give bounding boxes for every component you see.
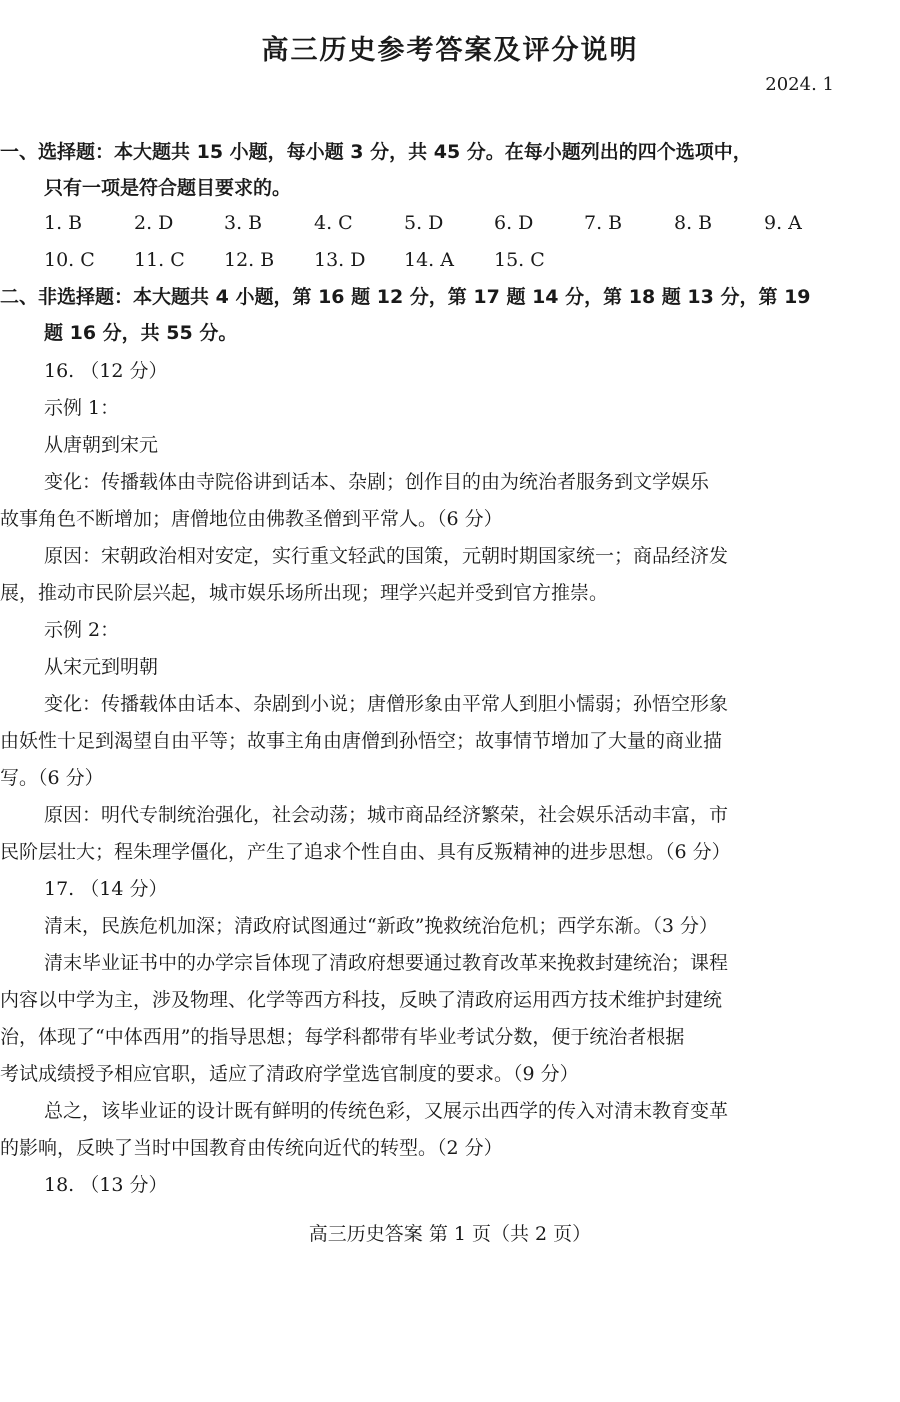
- question-16-heading: 16. （12 分）: [44, 360, 168, 382]
- answer-item: 10. C: [44, 249, 95, 271]
- paragraph-line: 展，推动市民阶层兴起，城市娱乐场所出现；理学兴起并受到官方推崇。: [0, 582, 609, 604]
- paragraph-line: 变化：传播载体由寺院俗讲到话本、杂剧；创作目的由为统治者服务到文学娱乐: [44, 471, 710, 493]
- answer-item: 14. A: [404, 249, 454, 271]
- question-17-heading: 17. （14 分）: [44, 878, 168, 900]
- paragraph-line: 写。（6 分）: [0, 767, 104, 789]
- page-title: 高三历史参考答案及评分说明: [261, 35, 639, 66]
- paragraph-line: 民阶层壮大；程朱理学僵化，产生了追求个性自由、具有反叛精神的进步思想。（6 分）: [0, 841, 731, 863]
- section1-heading-line2: 只有一项是符合题目要求的。: [44, 177, 292, 199]
- example-subtitle: 从唐朝到宋元: [44, 434, 159, 456]
- section1-heading-line1: 一、选择题：本大题共 15 小题，每小题 3 分，共 45 分。在每小题列出的四个选项中，: [0, 141, 752, 163]
- paragraph-line: 变化：传播载体由话本、杂剧到小说；唐僧形象由平常人到胆小懦弱；孙悟空形象: [44, 693, 729, 715]
- answer-item: 4. C: [314, 212, 353, 234]
- paragraph-line: 的影响，反映了当时中国教育由传统向近代的转型。（2 分）: [0, 1137, 503, 1159]
- answer-item: 12. B: [224, 249, 275, 271]
- answer-item: 13. D: [314, 249, 366, 271]
- answer-item: 15. C: [494, 249, 545, 271]
- paragraph-line: 由妖性十足到渴望自由平等；故事主角由唐僧到孙悟空；故事情节增加了大量的商业描: [0, 730, 723, 752]
- paragraph-line: 原因：明代专制统治强化，社会动荡；城市商品经济繁荣，社会娱乐活动丰富，市: [44, 804, 729, 826]
- date-label: 2024. 1: [765, 74, 834, 95]
- answers-row-1: [44, 211, 854, 235]
- section2-heading-line1: 二、非选择题：本大题共 4 小题，第 16 题 12 分，第 17 题 14 分，第 18 题 13 分，第 19: [0, 286, 811, 308]
- answer-item: 2. D: [134, 212, 174, 234]
- example-label: 示例 2：: [44, 619, 120, 641]
- answer-item: 3. B: [224, 212, 263, 234]
- paragraph-line: 清末，民族危机加深；清政府试图通过“新政”挽救统治危机；西学东渐。（3 分）: [44, 915, 719, 937]
- answer-item: 9. A: [764, 212, 802, 234]
- paragraph-line: 考试成绩授予相应官职，适应了清政府学堂选官制度的要求。（9 分）: [0, 1063, 579, 1085]
- paragraph-line: 清末毕业证书中的办学宗旨体现了清政府想要通过教育改革来挽救封建统治；课程: [44, 952, 729, 974]
- answers-row-2: [44, 248, 584, 272]
- answer-item: 11. C: [134, 249, 185, 271]
- paragraph-line: 总之，该毕业证的设计既有鲜明的传统色彩，又展示出西学的传入对清末教育变革: [44, 1100, 729, 1122]
- answer-item: 7. B: [584, 212, 623, 234]
- paragraph-line: 原因：宋朝政治相对安定，实行重文轻武的国策，元朝时期国家统一；商品经济发: [44, 545, 729, 567]
- answer-item: 8. B: [674, 212, 713, 234]
- question-18-heading: 18. （13 分）: [44, 1174, 168, 1196]
- example-subtitle: 从宋元到明朝: [44, 656, 159, 678]
- answer-item: 5. D: [404, 212, 444, 234]
- paragraph-line: 治，体现了“中体西用”的指导思想；每学科都带有毕业考试分数，便于统治者根据: [0, 1026, 685, 1048]
- section2-heading-line2: 题 16 分，共 55 分。: [44, 322, 238, 344]
- page-footer: 高三历史答案 第 1 页（共 2 页）: [308, 1223, 592, 1245]
- answer-item: 1. B: [44, 212, 83, 234]
- paragraph-line: 内容以中学为主，涉及物理、化学等西方科技，反映了清政府运用西方技术维护封建统: [0, 989, 723, 1011]
- example-label: 示例 1：: [44, 397, 120, 419]
- paragraph-line: 故事角色不断增加；唐僧地位由佛教圣僧到平常人。（6 分）: [0, 508, 503, 530]
- answer-item: 6. D: [494, 212, 534, 234]
